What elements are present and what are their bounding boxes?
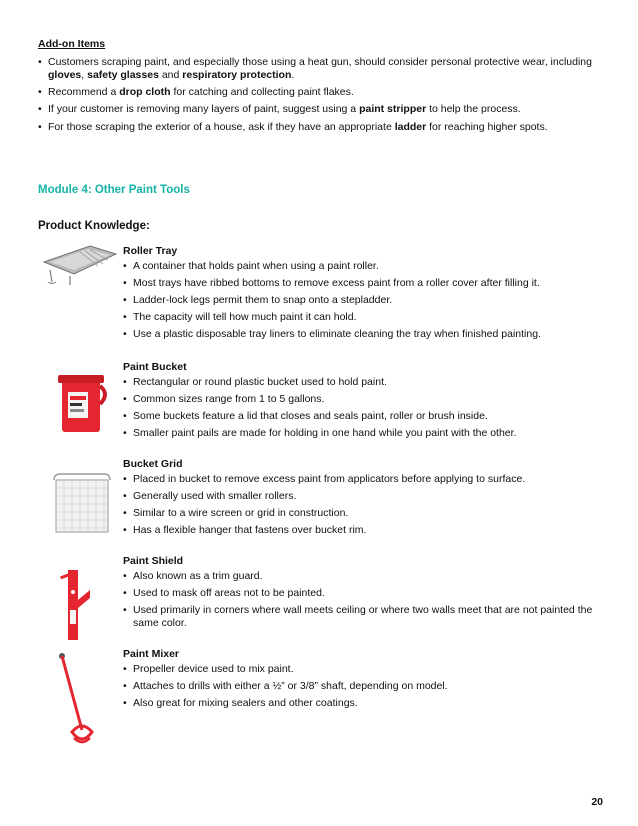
bullet-item: • Also known as a trim guard.	[123, 570, 603, 583]
text-run: to help the process.	[426, 103, 521, 115]
bullet-item: • Common sizes range from 1 to 5 gallons.	[123, 393, 603, 406]
product-bullets	[123, 570, 603, 630]
addon-item	[38, 121, 598, 134]
text-run: For those scraping the exterior of a house, ask if they have an appropriate	[48, 121, 395, 133]
product-bullets	[123, 473, 603, 537]
product-bullets	[123, 260, 603, 341]
emphasized-term: gloves	[48, 69, 82, 81]
roller-tray-image	[40, 240, 120, 288]
emphasized-term: drop cloth	[119, 86, 171, 98]
product-name: Paint Shield	[123, 555, 184, 567]
addon-items-heading: Add-on Items	[38, 38, 106, 50]
bullet-item: • Most trays have ribbed bottoms to remove excess paint from a roller cover after filling it.	[123, 277, 603, 290]
product-name: Paint Mixer	[123, 648, 180, 660]
bullet-item: • Placed in bucket to remove excess paint from applicators before applying to surface.	[123, 473, 603, 486]
product-paint-bucket	[123, 361, 603, 444]
text-run: ,	[81, 69, 88, 81]
paint-bucket-image	[52, 372, 110, 436]
product-paint-shield	[123, 555, 603, 634]
bucket-grid-image	[48, 470, 116, 536]
text-run: .	[291, 69, 295, 81]
emphasized-term: ladder	[394, 121, 427, 133]
paint-mixer-image	[58, 652, 98, 752]
product-bucket-grid	[123, 458, 603, 541]
page-number: 20	[591, 796, 603, 808]
text-run: Customers scraping paint, and especially those using a heat gun, should consider personal protective wear, including	[48, 56, 592, 68]
emphasized-term: respiratory protection	[182, 69, 292, 81]
bullet-item: • Use a plastic disposable tray liners to eliminate cleaning the tray when finished painting.	[123, 328, 603, 341]
bullet-item: • Attaches to drills with either a ½” or 3/8” shaft, depending on model.	[123, 680, 603, 693]
product-name: Paint Bucket	[123, 361, 187, 373]
emphasized-term: safety glasses	[87, 69, 159, 81]
product-bullets	[123, 663, 603, 710]
bullet-item: • The capacity will tell how much paint it can hold.	[123, 311, 603, 324]
product-name: Bucket Grid	[123, 458, 183, 470]
module-title: Module 4: Other Paint Tools	[38, 184, 190, 196]
text-run: and	[158, 69, 183, 81]
bullet-item: • Similar to a wire screen or grid in construction.	[123, 507, 603, 520]
text-run: Recommend a	[48, 86, 120, 98]
bullet-item: • Used primarily in corners where wall meets ceiling or where two walls meet that are not painted the same color.	[123, 604, 603, 630]
product-name: Roller Tray	[123, 245, 178, 257]
bullet-item: • Ladder-lock legs permit them to snap onto a stepladder.	[123, 294, 603, 307]
bullet-item: • Used to mask off areas not to be painted.	[123, 587, 603, 600]
addon-items-list	[38, 56, 598, 138]
text-run: for reaching higher spots.	[426, 121, 548, 133]
addon-item	[38, 56, 598, 82]
text-run: If your customer is removing many layers of paint, suggest using a	[48, 103, 360, 115]
bullet-item: • A container that holds paint when using a paint roller.	[123, 260, 603, 273]
bullet-item: • Propeller device used to mix paint.	[123, 663, 603, 676]
bullet-item: • Also great for mixing sealers and other coatings.	[123, 697, 603, 710]
bullet-item: • Some buckets feature a lid that closes and seals paint, roller or brush inside.	[123, 410, 603, 423]
product-paint-mixer	[123, 648, 603, 714]
product-knowledge-title: Product Knowledge:	[38, 220, 150, 232]
bullet-item: • Has a flexible hanger that fastens over bucket rim.	[123, 524, 603, 537]
product-bullets	[123, 376, 603, 440]
bullet-item: • Generally used with smaller rollers.	[123, 490, 603, 503]
paint-shield-image	[58, 566, 94, 644]
text-run: for catching and collecting paint flakes.	[170, 86, 354, 98]
emphasized-term: paint stripper	[359, 103, 427, 115]
addon-item	[38, 86, 598, 99]
product-roller-tray	[123, 245, 603, 345]
addon-item	[38, 103, 598, 116]
bullet-item: • Rectangular or round plastic bucket used to hold paint.	[123, 376, 603, 389]
bullet-item: • Smaller paint pails are made for holding in one hand while you paint with the other.	[123, 427, 603, 440]
